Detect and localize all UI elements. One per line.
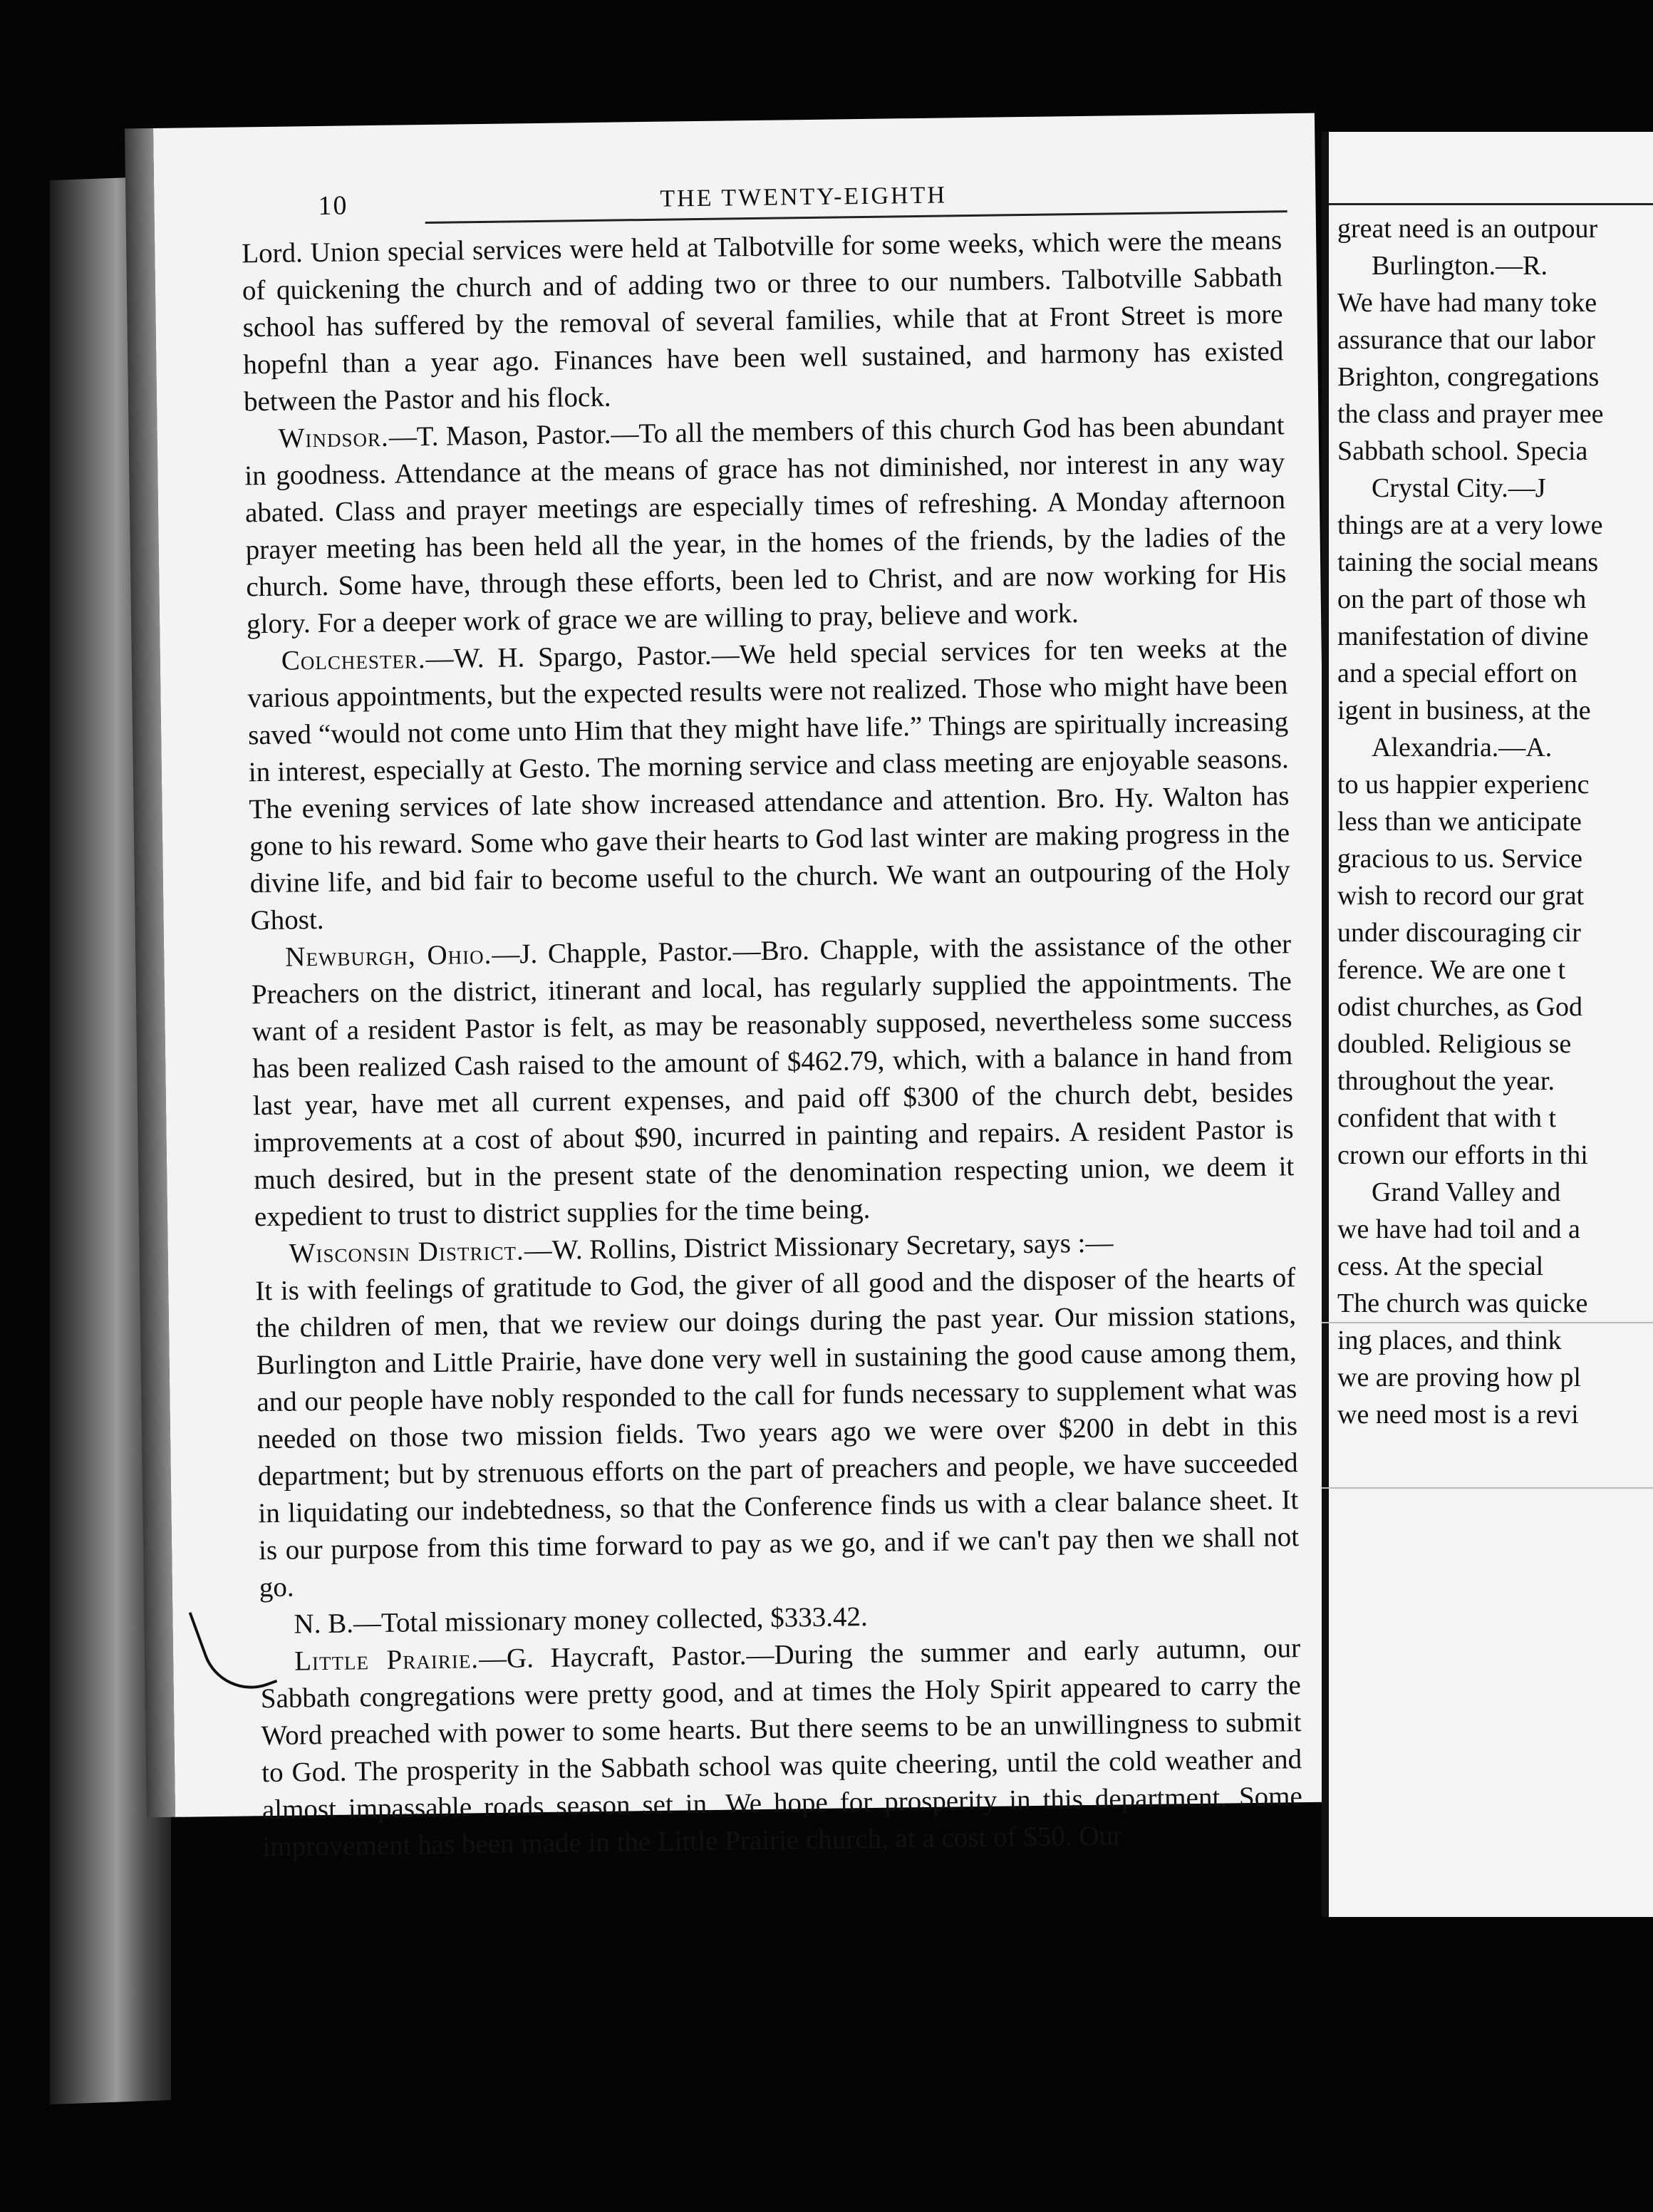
paragraph bbox=[255, 1259, 1300, 1606]
right-page-line: great need is an outpour bbox=[1337, 214, 1598, 244]
paragraph-text: —W. H. Spargo, Pastor.—We held special services for ten weeks at the various appointments, but the expected results were not realized. Those who might have been saved “would not come unto Him that they might have life.” Things are spiritually increasing in interest, especially at Gesto. The morning service and class meeting are enjoyable seasons. The evening services of late show increased attendance and attention. Bro. Hy. Walton has gone to his reward. Some who gave their hearts to God last winter are making progress in the divine life, and bid fair to become useful to the church. We want an outpouring of the Holy Ghost. bbox=[247, 632, 1291, 936]
bleed-through-table bbox=[1322, 1322, 1653, 1489]
right-page-line: igent in business, at the bbox=[1337, 696, 1591, 725]
section-heading: Windsor. bbox=[278, 421, 390, 454]
paragraph-text: Lord. Union special services were held at Talbotville for some weeks, which were the means of quickening the church and of adding two or three to our numbers. Talbotville Sabbath school has suffered by the removal of several families, while that at Front Street is more hopefnl than a year ago. Finances have been well sustained, and harmony has existed between the Pastor and his flock. bbox=[242, 224, 1284, 418]
right-page-line: under discouraging cir bbox=[1337, 918, 1581, 948]
left-page bbox=[153, 113, 1337, 1863]
right-page-line: assurance that our labor bbox=[1337, 325, 1595, 355]
paragraph-text: —J. Chapple, Pastor.—Bro. Chapple, with the assistance of the other Preachers on the district, itinerant and local, has regularly supplied the appointments. The want of a resident Pastor is felt, as may be reasonably supposed, nevertheless some success has been realized Cash raised to the amount of $462.79, which, with a balance in hand from last year, have met all current expenses, and paid off $300 of the church debt, besides improvements at a cost of about $90, incurred in painting and repairs. A resident Pastor is much desired, but in the present state of the denomination respecting union, we deem it expedient to trust to district supplies for the time being. bbox=[251, 929, 1295, 1233]
running-head: THE TWENTY-EIGHTH bbox=[660, 182, 948, 212]
right-page-line: odist churches, as God bbox=[1337, 992, 1583, 1022]
right-page-line: We have had many toke bbox=[1337, 288, 1597, 318]
right-page-line: throughout the year. bbox=[1337, 1066, 1555, 1096]
right-header-rule bbox=[1329, 203, 1653, 205]
section-heading: Little Prairie. bbox=[294, 1643, 480, 1677]
section-heading: Wisconsin District. bbox=[289, 1235, 524, 1269]
right-page-line: cess. At the special bbox=[1337, 1251, 1544, 1281]
right-page-line: doubled. Religious se bbox=[1337, 1029, 1572, 1059]
header-rule bbox=[425, 210, 1287, 224]
right-page bbox=[1322, 132, 1653, 1917]
right-page-line: ing places, and think bbox=[1337, 1325, 1562, 1355]
right-page-line: crown our efforts in thi bbox=[1337, 1140, 1588, 1170]
right-page-line: the class and prayer mee bbox=[1337, 399, 1604, 429]
right-page-line: wish to record our grat bbox=[1337, 881, 1585, 911]
page-number: 10 bbox=[318, 190, 348, 221]
right-page-line: to us happier experienc bbox=[1337, 770, 1590, 800]
right-page-line: The church was quicke bbox=[1337, 1288, 1588, 1318]
right-page-line: less than we anticipate bbox=[1337, 807, 1582, 837]
paragraph bbox=[260, 1630, 1303, 1866]
right-page-line: gracious to us. Service bbox=[1337, 844, 1583, 874]
paragraph-text: It is with feelings of gratitude to God, the giver of all good and the disposer of the hearts of the children of men, that we review our doings during the past year. Our mission stations, Burlington and Little Prairie, have done very well in sustaining the good cause among them, and our people have nobly responded to the call for funds necessary to supplement what was needed on those two mission fields. Two years ago we were over $200 in debt in this department; but by strenuous efforts on the part of preachers and people, we have succeeded in liquidating our indebtedness, so that the Conference finds us with a clear balance sheet. It is our purpose from this time forward to pay as we go, and if we can't pay then we shall not go. bbox=[255, 1262, 1300, 1603]
right-page-line: we have had toil and a bbox=[1337, 1214, 1580, 1244]
right-page-line: confident that with t bbox=[1337, 1103, 1557, 1133]
right-page-line: Burlington.—R. bbox=[1372, 251, 1548, 281]
paragraph-text: —G. Haycraft, Pastor.—During the summer and early autumn, our Sabbath congregations were pretty good, and at times the Holy Spirit appeared to carry the Word preached with power to some hearts. But there seems to be an unwillingness to submit to God. The prosperity in the Sabbath school was quite cheering, until the cold weather and almost impassable roads season set in. We hope for prosperity in this department. Some improvement has been made in the Little Prairie church, at a cost of $50. Our bbox=[260, 1633, 1303, 1863]
right-page-line: things are at a very lowe bbox=[1337, 510, 1603, 540]
paragraph-text: N. B.—Total missionary money collected, $333.42. bbox=[294, 1601, 869, 1640]
right-page-line: on the part of those wh bbox=[1337, 584, 1587, 614]
right-page-line: we need most is a revi bbox=[1337, 1400, 1579, 1430]
right-page-line: Alexandria.—A. bbox=[1372, 733, 1553, 763]
page-header bbox=[318, 177, 1302, 226]
paragraph bbox=[244, 407, 1287, 643]
right-page-line: manifestation of divine bbox=[1337, 621, 1589, 651]
right-page-line: and a special effort on bbox=[1337, 658, 1577, 688]
section-heading: Newburgh, Ohio. bbox=[284, 939, 492, 973]
right-page-line: taining the social means bbox=[1337, 547, 1599, 577]
right-page-line: ference. We are one t bbox=[1337, 955, 1566, 985]
paragraph bbox=[251, 926, 1295, 1236]
right-page-line: we are proving how pl bbox=[1337, 1363, 1581, 1392]
section-heading: Colchester. bbox=[281, 644, 426, 676]
right-page-text bbox=[1337, 210, 1653, 1433]
right-page-line: Sabbath school. Specia bbox=[1337, 436, 1588, 466]
paragraph bbox=[242, 222, 1284, 420]
paragraph-text: —T. Mason, Pastor.—To all the members of this church God has been abundant in goodness. Attendance at the means of grace has not diminished, nor interest in any way abated. Class and prayer meetings are especially times of refreshing. A Monday afternoon prayer meeting has been held all the year, in the homes of the friends, by the ladies of the church. Some have, through these efforts, been led to Christ, and are now working for His glory. For a deeper work of grace we are willing to pray, believe and work. bbox=[244, 410, 1287, 640]
paragraph-text: —W. Rollins, District Missionary Secretary, says :— bbox=[524, 1227, 1114, 1266]
right-page-line: Grand Valley and bbox=[1372, 1177, 1561, 1207]
right-page-line: Crystal City.—J bbox=[1372, 473, 1546, 503]
body-text bbox=[242, 222, 1303, 1866]
right-page-line: Brighton, congregations bbox=[1337, 362, 1600, 392]
paragraph bbox=[247, 629, 1290, 939]
